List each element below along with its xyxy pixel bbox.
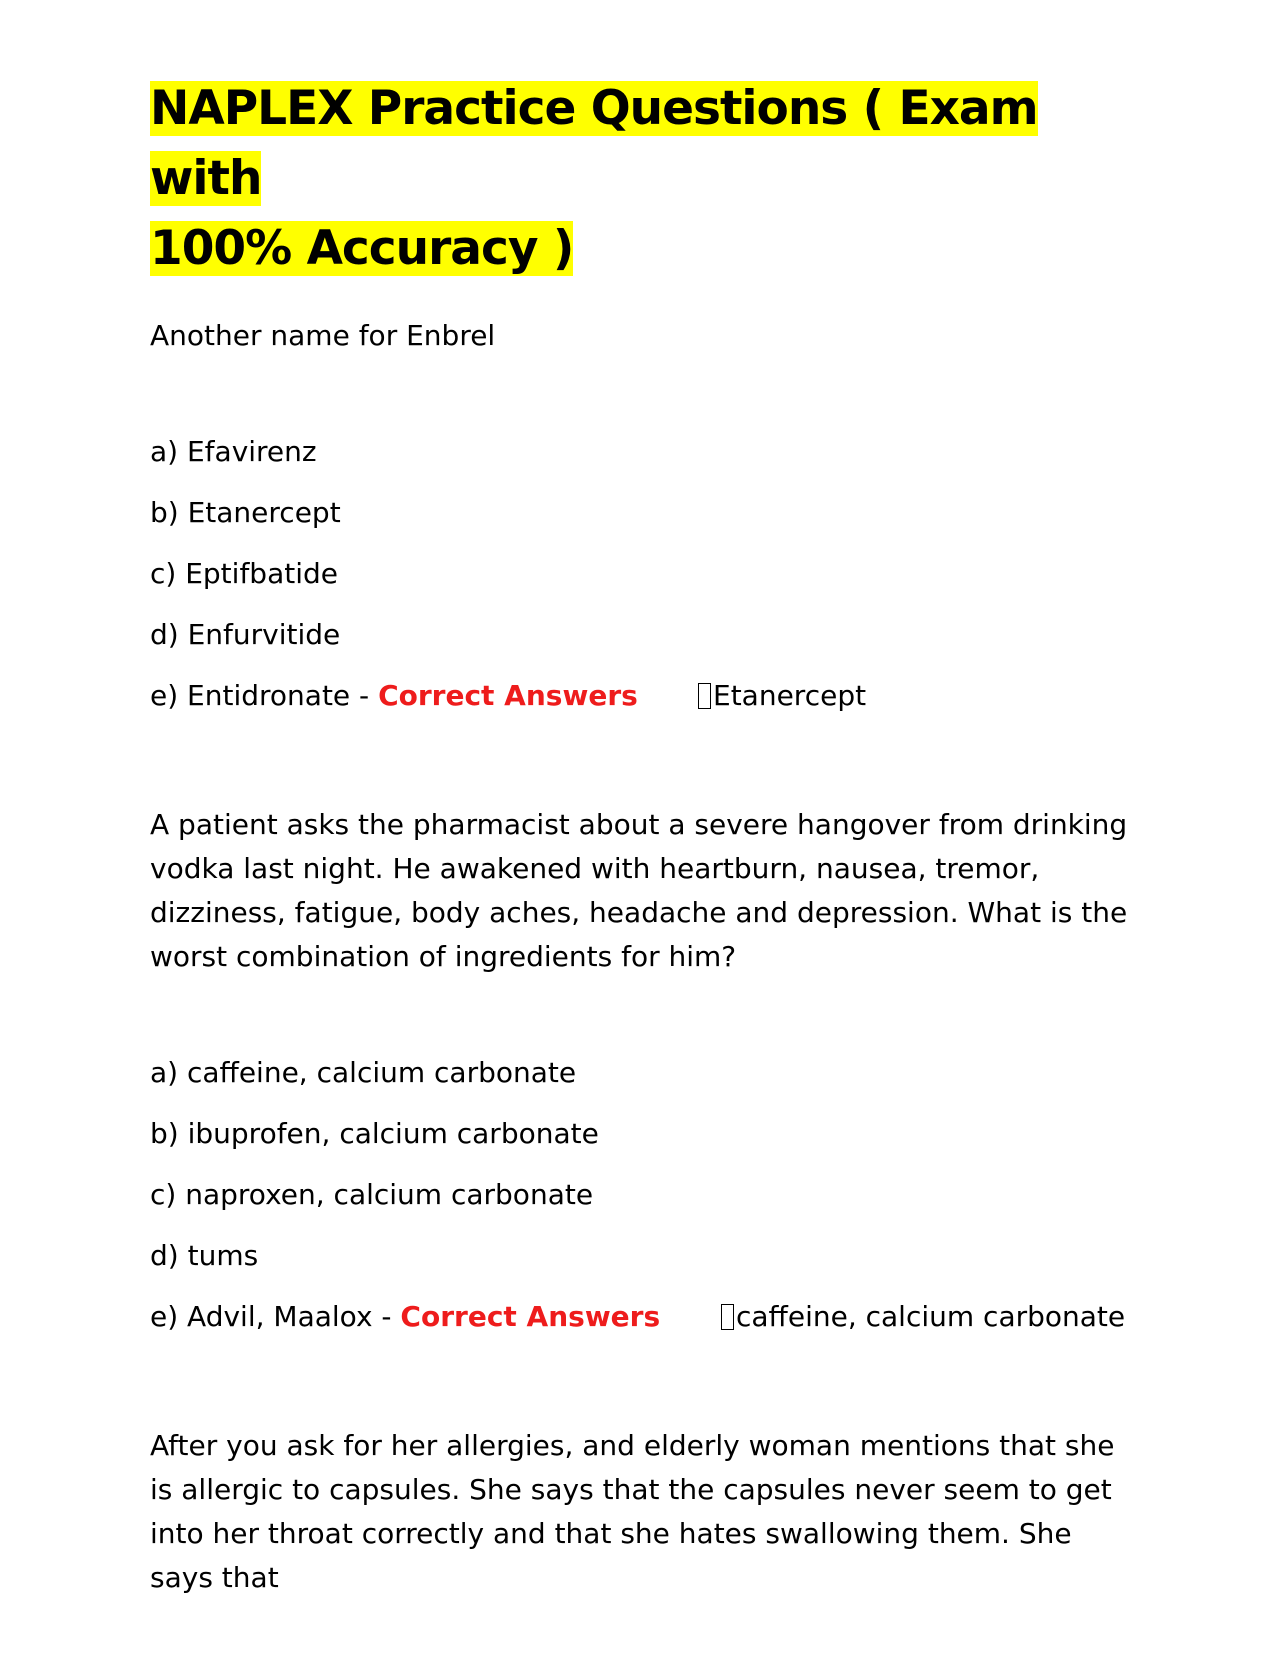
missing-glyph-icon [698, 683, 711, 709]
option-c: c) Eptifbatide [150, 557, 338, 590]
title-line-1: NAPLEX Practice Questions ( Exam with [150, 81, 1038, 206]
option-a: a) Efavirenz [150, 435, 317, 468]
answer-text: caffeine, calcium carbonate [736, 1300, 1126, 1333]
option-a: a) caffeine, calcium carbonate [150, 1056, 577, 1089]
document-title [150, 74, 1130, 284]
question-3 [150, 1424, 1130, 1600]
answer-text: Etanercept [713, 679, 867, 712]
question-stem: Another name for Enbrel [150, 319, 496, 352]
option-e [150, 1299, 1130, 1335]
missing-glyph-icon [721, 1304, 734, 1330]
question-stem: After you ask for her allergies, and elderly woman mentions that she is allergic to capsules. She says that the capsules never seem to get into her throat correctly and that she hates swallowing them. She says that [150, 1429, 1115, 1594]
correct-answers-label: Correct Answers [378, 679, 638, 712]
question-2 [150, 803, 1130, 1335]
question-1 [150, 314, 1130, 714]
correct-answers-label: Correct Answers [400, 1300, 661, 1333]
option-b: b) Etanercept [150, 496, 341, 529]
answer [721, 1299, 1125, 1335]
option-e-text: e) Advil, Maalox - [150, 1300, 401, 1333]
document-page [150, 74, 1130, 1600]
title-line-2: 100% Accuracy ) [150, 221, 574, 276]
question-stem: A patient asks the pharmacist about a severe hangover from drinking vodka last night. He awakened with heartburn, nausea, tremor, dizziness, fatigue, body aches, headache and depression. What is the worst combination of ingredients for him? [150, 808, 1128, 973]
option-d: d) tums [150, 1239, 259, 1272]
answer [698, 678, 866, 714]
option-c: c) naproxen, calcium carbonate [150, 1178, 594, 1211]
option-e [150, 678, 1130, 714]
option-d: d) Enfurvitide [150, 618, 341, 651]
option-b: b) ibuprofen, calcium carbonate [150, 1117, 599, 1150]
option-e-text: e) Entidronate - [150, 679, 379, 712]
